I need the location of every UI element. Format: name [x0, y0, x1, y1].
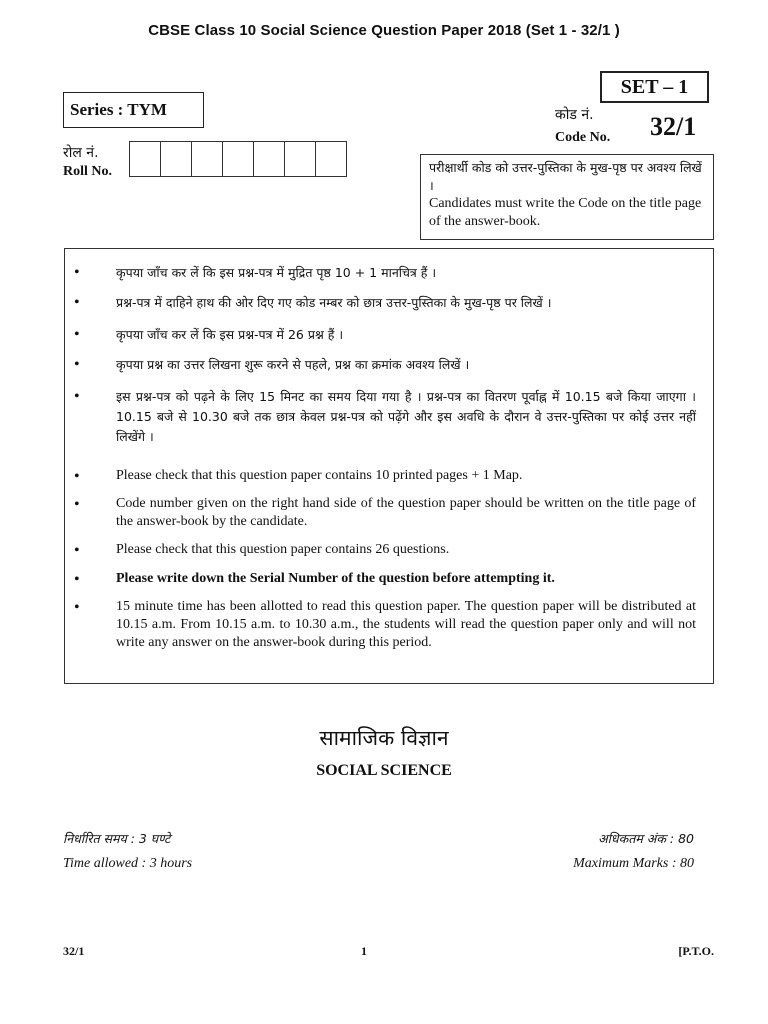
roll-number-boxes [130, 141, 347, 177]
document-header: CBSE Class 10 Social Science Question Paper 2018 (Set 1 - 32/1 ) [148, 22, 620, 39]
maximum-marks: Maximum Marks : 80 [573, 856, 694, 871]
code-instruction-box [420, 154, 714, 240]
bullet-icon: • [74, 496, 80, 513]
instruction-text: प्रश्न-पत्र में दाहिने हाथ की ओर दिए गए कोड नम्बर को छात्र उत्तर-पुस्तिका के मुख-पृष्ठ पर लिखें । [116, 295, 552, 310]
code-label: Code No. [555, 130, 611, 145]
instruction-text: Please check that this question paper contains 26 questions. [116, 542, 450, 557]
instruction-text: 15 minute time has been allotted to read this question paper. The question paper will be distributed at 10.15 a.m. From 10.15 a.m. to 10.30 a.m., the students will read the question paper only and will not write any answer on the answer-book during this period. [116, 599, 696, 650]
footer-code: 32/1 [63, 944, 85, 958]
code-instruction-english: Candidates must write the Code on the title page of the answer-book. [429, 196, 702, 229]
roll-number-cell[interactable] [129, 141, 161, 177]
instructions-box [64, 248, 714, 684]
code-number: 32/1 [650, 112, 697, 141]
bullet-icon: • [74, 571, 80, 588]
bullet-icon: • [74, 326, 80, 343]
set-label: SET – 1 [600, 71, 709, 103]
code-instruction-hindi: परीक्षार्थी कोड को उत्तर-पुस्तिका के मुख-पृष्ठ पर अवश्य लिखें । [429, 160, 702, 193]
bullet-icon: • [74, 388, 80, 405]
instruction-text: कृपया प्रश्न का उत्तर लिखना शुरू करने से पहले, प्रश्न का क्रमांक अवश्य लिखें । [116, 357, 470, 372]
subject-title: SOCIAL SCIENCE [316, 762, 452, 779]
instruction-text: Code number given on the right hand side of the question paper should be written on the title page of the answer-book by the candidate. [116, 496, 696, 529]
roll-number-cell[interactable] [191, 141, 223, 177]
roll-label: Roll No. [63, 164, 112, 179]
instruction-text: Please check that this question paper contains 10 printed pages + 1 Map. [116, 468, 523, 483]
roll-number-cell[interactable] [160, 141, 192, 177]
subject-title-hindi: सामाजिक विज्ञान [319, 726, 449, 750]
time-allowed-hindi: निर्धारित समय : 3 घण्टे [63, 831, 171, 846]
page-number: 1 [361, 944, 367, 958]
time-allowed: Time allowed : 3 hours [63, 856, 193, 871]
bullet-icon: • [74, 294, 80, 311]
roll-label-hindi: रोल नं. [63, 145, 99, 161]
pto-label: [P.T.O. [678, 944, 714, 958]
bullet-icon: • [74, 468, 80, 485]
instruction-text: कृपया जाँच कर लें कि इस प्रश्न-पत्र में 26 प्रश्न हैं । [116, 327, 344, 342]
instruction-text: कृपया जाँच कर लें कि इस प्रश्न-पत्र में मुद्रित पृष्ठ 10 + 1 मानचित्र हैं । [116, 265, 437, 280]
instruction-text: Please write down the Serial Number of the question before attempting it. [116, 571, 555, 586]
instruction-text: इस प्रश्न-पत्र को पढ़ने के लिए 15 मिनट का समय दिया गया है । प्रश्न-पत्र का वितरण पूर्वाह्न में 10.15 बजे किया जाएगा । 10.15 बजे से 10.30 बजे तक छात्र केवल प्रश्न-पत्र को पढ़ेंगे और इस अवधि के दौरान वे उत्तर-पुस्तिका पर कोई उत्तर नहीं लिखेंगे । [116, 389, 696, 444]
maximum-marks-hindi: अधिकतम अंक : 80 [598, 831, 694, 846]
bullet-icon: • [74, 542, 80, 559]
series-label: Series : TYM [63, 92, 204, 128]
bullet-icon: • [74, 356, 80, 373]
roll-number-cell[interactable] [222, 141, 254, 177]
code-label-hindi: कोड नं. [555, 107, 594, 123]
roll-number-cell[interactable] [284, 141, 316, 177]
roll-number-cell[interactable] [315, 141, 347, 177]
roll-number-cell[interactable] [253, 141, 285, 177]
bullet-icon: • [74, 599, 80, 616]
bullet-icon: • [74, 264, 80, 281]
